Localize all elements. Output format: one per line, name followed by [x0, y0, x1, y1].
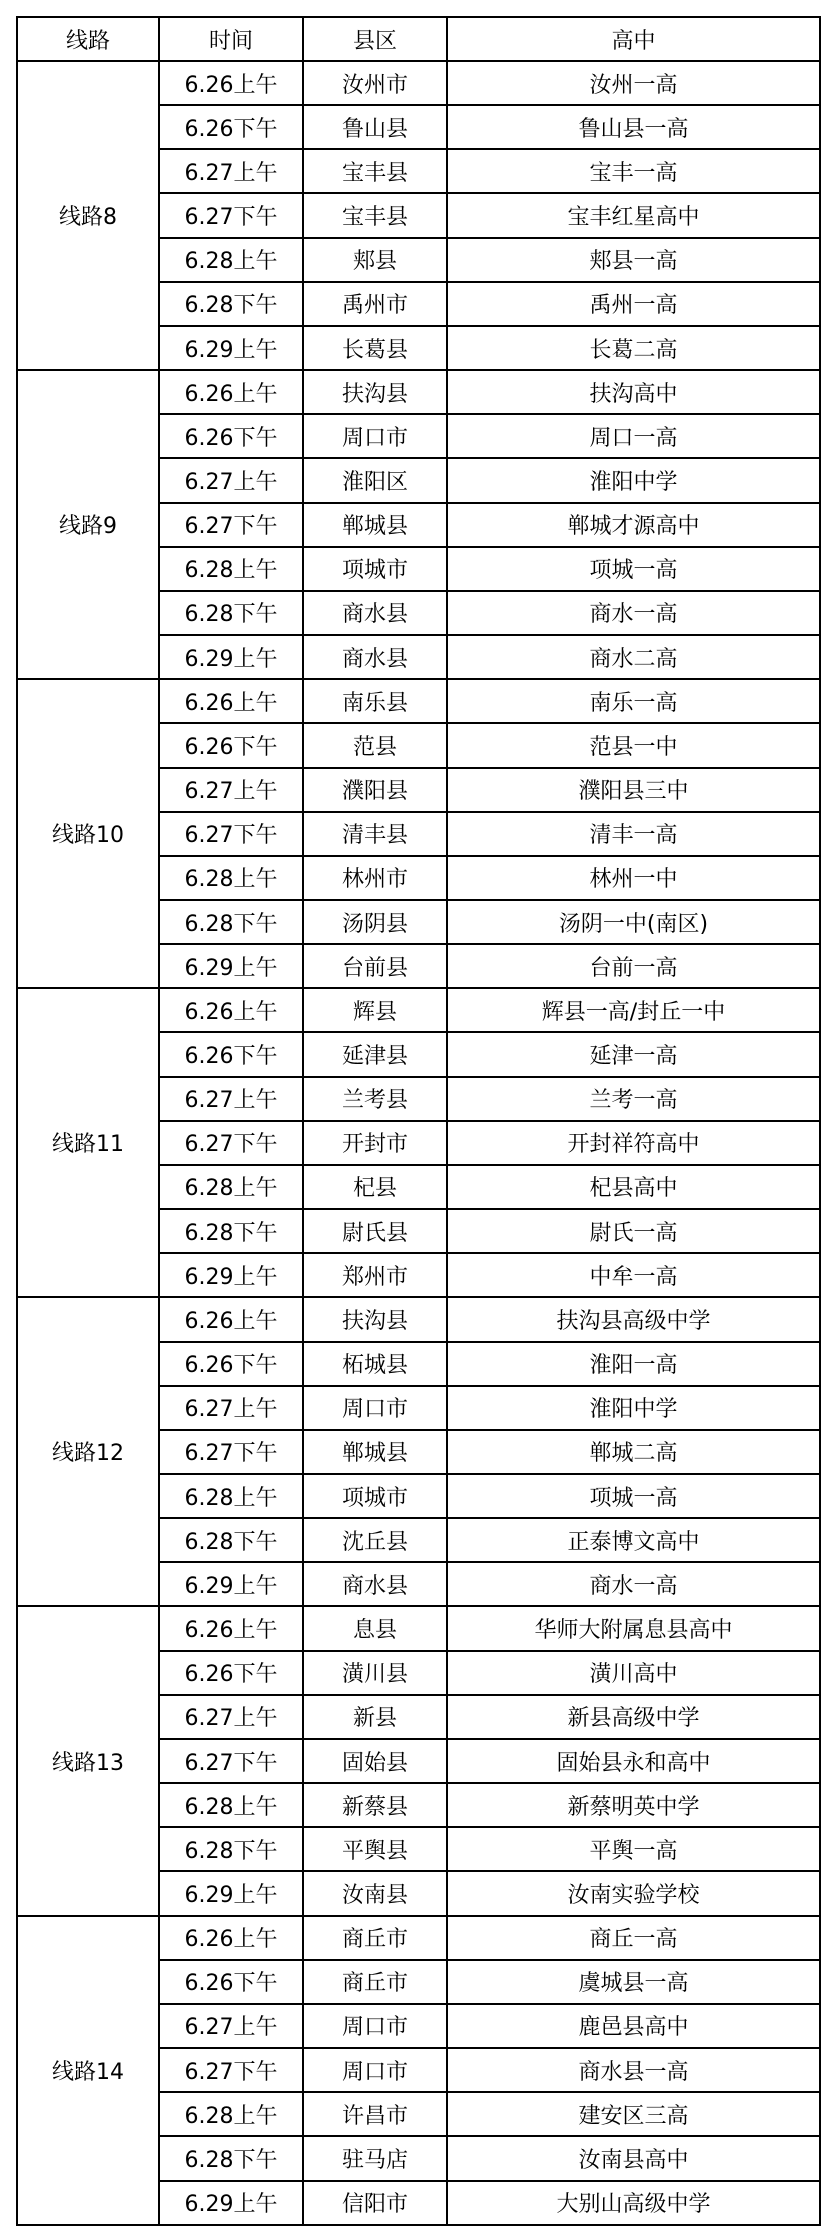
- county-cell: 南乐县: [303, 679, 447, 723]
- table-row: [17, 1297, 820, 1341]
- time-cell: 6.28上午: [159, 2092, 303, 2136]
- school-cell: 范县一中: [447, 723, 820, 767]
- school-cell: 中牟一高: [447, 1253, 820, 1297]
- school-cell: 商水一高: [447, 591, 820, 635]
- time-cell: 6.26下午: [159, 1032, 303, 1076]
- school-cell: 周口一高: [447, 414, 820, 458]
- time-cell: 6.28下午: [159, 282, 303, 326]
- route-schedule-table: [16, 16, 821, 2226]
- county-cell: 扶沟县: [303, 370, 447, 414]
- time-cell: 6.28下午: [159, 2136, 303, 2180]
- county-cell: 兰考县: [303, 1077, 447, 1121]
- time-cell: 6.27上午: [159, 458, 303, 502]
- county-cell: 汝州市: [303, 61, 447, 105]
- header-time: 时间: [159, 17, 303, 61]
- school-cell: 商水一高: [447, 1562, 820, 1606]
- school-cell: 淮阳中学: [447, 458, 820, 502]
- county-cell: 宝丰县: [303, 193, 447, 237]
- table-row: [17, 1916, 820, 1960]
- table-row: [17, 61, 820, 105]
- route-cell: 线路13: [17, 1606, 159, 1915]
- time-cell: 6.27下午: [159, 193, 303, 237]
- county-cell: 宝丰县: [303, 149, 447, 193]
- time-cell: 6.28下午: [159, 1209, 303, 1253]
- table-row: [17, 1606, 820, 1650]
- school-cell: 辉县一高/封丘一中: [447, 988, 820, 1032]
- county-cell: 清丰县: [303, 812, 447, 856]
- county-cell: 周口市: [303, 2004, 447, 2048]
- school-cell: 商丘一高: [447, 1916, 820, 1960]
- time-cell: 6.27上午: [159, 1695, 303, 1739]
- school-cell: 尉氏一高: [447, 1209, 820, 1253]
- county-cell: 新县: [303, 1695, 447, 1739]
- school-cell: 宝丰一高: [447, 149, 820, 193]
- route-cell: 线路11: [17, 988, 159, 1297]
- school-cell: 台前一高: [447, 944, 820, 988]
- time-cell: 6.26下午: [159, 105, 303, 149]
- school-cell: 建安区三高: [447, 2092, 820, 2136]
- county-cell: 信阳市: [303, 2181, 447, 2226]
- school-cell: 开封祥符高中: [447, 1121, 820, 1165]
- school-cell: 杞县高中: [447, 1165, 820, 1209]
- school-cell: 南乐一高: [447, 679, 820, 723]
- county-cell: 商水县: [303, 635, 447, 679]
- county-cell: 潢川县: [303, 1651, 447, 1695]
- county-cell: 新蔡县: [303, 1783, 447, 1827]
- county-cell: 延津县: [303, 1032, 447, 1076]
- county-cell: 沈丘县: [303, 1518, 447, 1562]
- time-cell: 6.26下午: [159, 1651, 303, 1695]
- county-cell: 商丘市: [303, 1916, 447, 1960]
- school-cell: 虞城县一高: [447, 1960, 820, 2004]
- school-cell: 项城一高: [447, 1474, 820, 1518]
- county-cell: 汝南县: [303, 1871, 447, 1915]
- table-body: [17, 61, 820, 2225]
- time-cell: 6.27上午: [159, 149, 303, 193]
- table-row: [17, 370, 820, 414]
- school-cell: 宝丰红星高中: [447, 193, 820, 237]
- school-cell: 鹿邑县高中: [447, 2004, 820, 2048]
- time-cell: 6.28下午: [159, 900, 303, 944]
- county-cell: 长葛县: [303, 326, 447, 370]
- school-cell: 商水县一高: [447, 2048, 820, 2092]
- time-cell: 6.28下午: [159, 1827, 303, 1871]
- school-cell: 潢川高中: [447, 1651, 820, 1695]
- time-cell: 6.27下午: [159, 812, 303, 856]
- time-cell: 6.28上午: [159, 1165, 303, 1209]
- school-cell: 扶沟高中: [447, 370, 820, 414]
- county-cell: 郑州市: [303, 1253, 447, 1297]
- county-cell: 商丘市: [303, 1960, 447, 2004]
- time-cell: 6.26上午: [159, 61, 303, 105]
- time-cell: 6.26下午: [159, 1960, 303, 2004]
- time-cell: 6.28下午: [159, 1518, 303, 1562]
- county-cell: 汤阴县: [303, 900, 447, 944]
- school-cell: 汝州一高: [447, 61, 820, 105]
- time-cell: 6.28上午: [159, 1474, 303, 1518]
- route-cell: 线路12: [17, 1297, 159, 1606]
- school-cell: 清丰一高: [447, 812, 820, 856]
- county-cell: 郸城县: [303, 503, 447, 547]
- school-cell: 汤阴一中(南区): [447, 900, 820, 944]
- table-row: [17, 988, 820, 1032]
- time-cell: 6.27下午: [159, 2048, 303, 2092]
- time-cell: 6.28上午: [159, 238, 303, 282]
- county-cell: 商水县: [303, 1562, 447, 1606]
- time-cell: 6.27上午: [159, 1386, 303, 1430]
- county-cell: 许昌市: [303, 2092, 447, 2136]
- county-cell: 周口市: [303, 2048, 447, 2092]
- school-cell: 濮阳县三中: [447, 768, 820, 812]
- school-cell: 扶沟县高级中学: [447, 1297, 820, 1341]
- time-cell: 6.26上午: [159, 1606, 303, 1650]
- county-cell: 周口市: [303, 414, 447, 458]
- school-cell: 郸城二高: [447, 1430, 820, 1474]
- time-cell: 6.26上午: [159, 679, 303, 723]
- county-cell: 尉氏县: [303, 1209, 447, 1253]
- school-cell: 汝南实验学校: [447, 1871, 820, 1915]
- school-cell: 长葛二高: [447, 326, 820, 370]
- route-cell: 线路10: [17, 679, 159, 988]
- route-cell: 线路9: [17, 370, 159, 679]
- route-cell: 线路14: [17, 1916, 159, 2225]
- time-cell: 6.26下午: [159, 723, 303, 767]
- county-cell: 林州市: [303, 856, 447, 900]
- header-county: 县区: [303, 17, 447, 61]
- time-cell: 6.27下午: [159, 1121, 303, 1165]
- school-cell: 固始县永和高中: [447, 1739, 820, 1783]
- county-cell: 周口市: [303, 1386, 447, 1430]
- county-cell: 驻马店: [303, 2136, 447, 2180]
- school-cell: 禹州一高: [447, 282, 820, 326]
- time-cell: 6.28下午: [159, 591, 303, 635]
- school-cell: 正泰博文高中: [447, 1518, 820, 1562]
- school-cell: 鲁山县一高: [447, 105, 820, 149]
- header-route: 线路: [17, 17, 159, 61]
- school-cell: 淮阳中学: [447, 1386, 820, 1430]
- time-cell: 6.26上午: [159, 1297, 303, 1341]
- time-cell: 6.29上午: [159, 944, 303, 988]
- county-cell: 项城市: [303, 547, 447, 591]
- school-cell: 平舆一高: [447, 1827, 820, 1871]
- school-cell: 兰考一高: [447, 1077, 820, 1121]
- time-cell: 6.29上午: [159, 635, 303, 679]
- county-cell: 郸城县: [303, 1430, 447, 1474]
- time-cell: 6.29上午: [159, 1253, 303, 1297]
- time-cell: 6.27上午: [159, 768, 303, 812]
- table-row: [17, 679, 820, 723]
- county-cell: 开封市: [303, 1121, 447, 1165]
- school-cell: 郏县一高: [447, 238, 820, 282]
- time-cell: 6.29上午: [159, 1562, 303, 1606]
- time-cell: 6.26上午: [159, 370, 303, 414]
- time-cell: 6.26上午: [159, 988, 303, 1032]
- school-cell: 项城一高: [447, 547, 820, 591]
- time-cell: 6.28上午: [159, 1783, 303, 1827]
- school-cell: 林州一中: [447, 856, 820, 900]
- time-cell: 6.29上午: [159, 326, 303, 370]
- county-cell: 范县: [303, 723, 447, 767]
- school-cell: 淮阳一高: [447, 1342, 820, 1386]
- county-cell: 杞县: [303, 1165, 447, 1209]
- school-cell: 郸城才源高中: [447, 503, 820, 547]
- school-cell: 大别山高级中学: [447, 2181, 820, 2226]
- school-cell: 商水二高: [447, 635, 820, 679]
- header-high-school: 高中: [447, 17, 820, 61]
- route-cell: 线路8: [17, 61, 159, 370]
- county-cell: 淮阳区: [303, 458, 447, 502]
- time-cell: 6.26下午: [159, 1342, 303, 1386]
- school-cell: 汝南县高中: [447, 2136, 820, 2180]
- time-cell: 6.28上午: [159, 547, 303, 591]
- county-cell: 息县: [303, 1606, 447, 1650]
- county-cell: 鲁山县: [303, 105, 447, 149]
- county-cell: 辉县: [303, 988, 447, 1032]
- county-cell: 台前县: [303, 944, 447, 988]
- school-cell: 延津一高: [447, 1032, 820, 1076]
- school-cell: 新蔡明英中学: [447, 1783, 820, 1827]
- county-cell: 平舆县: [303, 1827, 447, 1871]
- time-cell: 6.26下午: [159, 414, 303, 458]
- school-cell: 新县高级中学: [447, 1695, 820, 1739]
- county-cell: 项城市: [303, 1474, 447, 1518]
- county-cell: 濮阳县: [303, 768, 447, 812]
- time-cell: 6.27下午: [159, 1739, 303, 1783]
- county-cell: 郏县: [303, 238, 447, 282]
- time-cell: 6.27上午: [159, 1077, 303, 1121]
- time-cell: 6.27上午: [159, 2004, 303, 2048]
- time-cell: 6.26上午: [159, 1916, 303, 1960]
- time-cell: 6.29上午: [159, 2181, 303, 2226]
- time-cell: 6.29上午: [159, 1871, 303, 1915]
- header-row: [17, 17, 820, 61]
- county-cell: 商水县: [303, 591, 447, 635]
- time-cell: 6.27下午: [159, 503, 303, 547]
- county-cell: 禹州市: [303, 282, 447, 326]
- school-cell: 华师大附属息县高中: [447, 1606, 820, 1650]
- county-cell: 柘城县: [303, 1342, 447, 1386]
- county-cell: 扶沟县: [303, 1297, 447, 1341]
- time-cell: 6.27下午: [159, 1430, 303, 1474]
- county-cell: 固始县: [303, 1739, 447, 1783]
- time-cell: 6.28上午: [159, 856, 303, 900]
